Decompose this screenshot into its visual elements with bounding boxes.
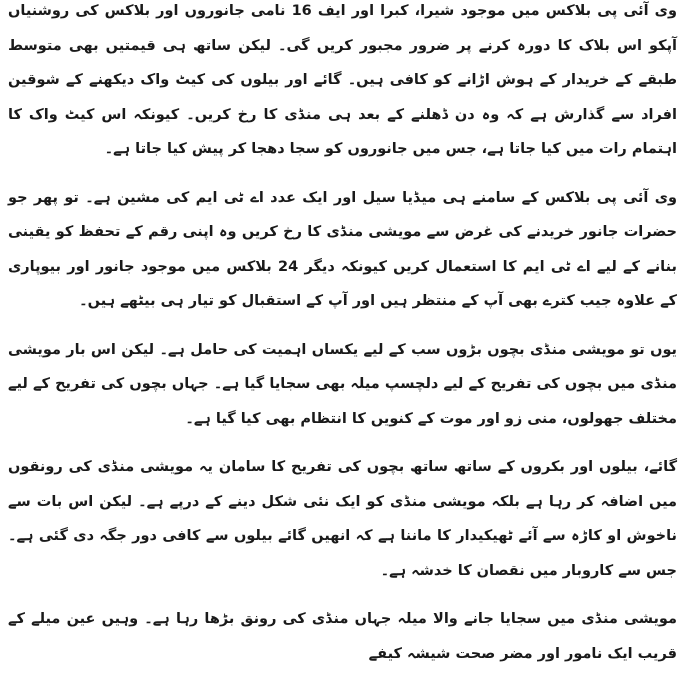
article-paragraph: وی آئی پی بلاکس میں موجود شیرا، کبرا اور ایف 16 نامی جانوروں اور بلاکس کی روشنیاں آپکو اس بلاک کا دورہ کرنے پر ضرور مجبور کریں گی۔ لیکن ساتھ ہی قیمتیں بھی متوسط طبقے کے خریدار کے ہوش اڑانے کو کافی ہیں۔ گائے اور بیلوں کی کیٹ واک دیکھنے کے شوقین افراد سے گذارش ہے کہ وہ دن ڈھلنے کے بعد ہی منڈی کا رخ کریں۔ کیونکہ اس کیٹ واک کا اہتمام رات میں کیا جاتا ہے، جس میں جانوروں کو سجا دھجا کر پیش کیا جاتا ہے۔ bbox=[8, 3, 677, 157]
article-paragraph: گائے، بیلوں اور بکروں کے ساتھ ساتھ بچوں کی تفریح کا سامان یہ مویشی منڈی کی رونقوں میں اضافہ کر رہا ہے بلکہ مویشی منڈی کو ایک نئی شکل دینے کے درپے ہے۔ لیکن اس بات سے ناخوش او کاڑہ سے آئے ٹھیکیدار کا ماننا ہے کہ انھیں گائے بیلوں سے کافی دور جگہ دی گئی ہے۔ جس سے کاروبار میں نقصان کا خدشہ ہے۔ bbox=[8, 459, 677, 579]
article-paragraph: یوں تو مویشی منڈی بچوں بڑوں سب کے لیے یکساں اہمیت کی حامل ہے۔ لیکن اس بار مویشی منڈی میں بچوں کی تفریح کے لیے دلچسپ میلہ بھی سجایا گیا ہے۔ جہاں بچوں کی تفریح کے لیے مختلف جھولوں، منی زو اور موت کے کنویں کا انتظام بھی کیا گیا ہے۔ bbox=[8, 341, 677, 427]
article-paragraph: مویشی منڈی میں سجایا جانے والا میلہ جہاں منڈی کی رونق بڑھا رہا ہے۔ وہیں عین میلے کے قریب ایک نامور اور مضر صحت شیشہ کیفے bbox=[8, 611, 677, 662]
article-body bbox=[8, 0, 677, 685]
article-paragraph: وی آئی پی بلاکس کے سامنے ہی میڈیا سیل اور ایک عدد اے ٹی ایم کی مشین ہے۔ تو پھر جو حضرات جانور خریدنے کی غرض سے مویشی منڈی کا رخ کریں وہ اپنی رقم کے تحفظ کو یقینی بنانے کے لیے اے ٹی ایم کا استعمال کریں کیونکہ دیگر 24 بلاکس میں موجود جانور اور بیوپاری کے علاوہ جیب کترے بھی آپ کے منتظر ہیں اور آپ کے استقبال کو تیار ہی بیٹھے ہیں۔ bbox=[8, 189, 677, 309]
